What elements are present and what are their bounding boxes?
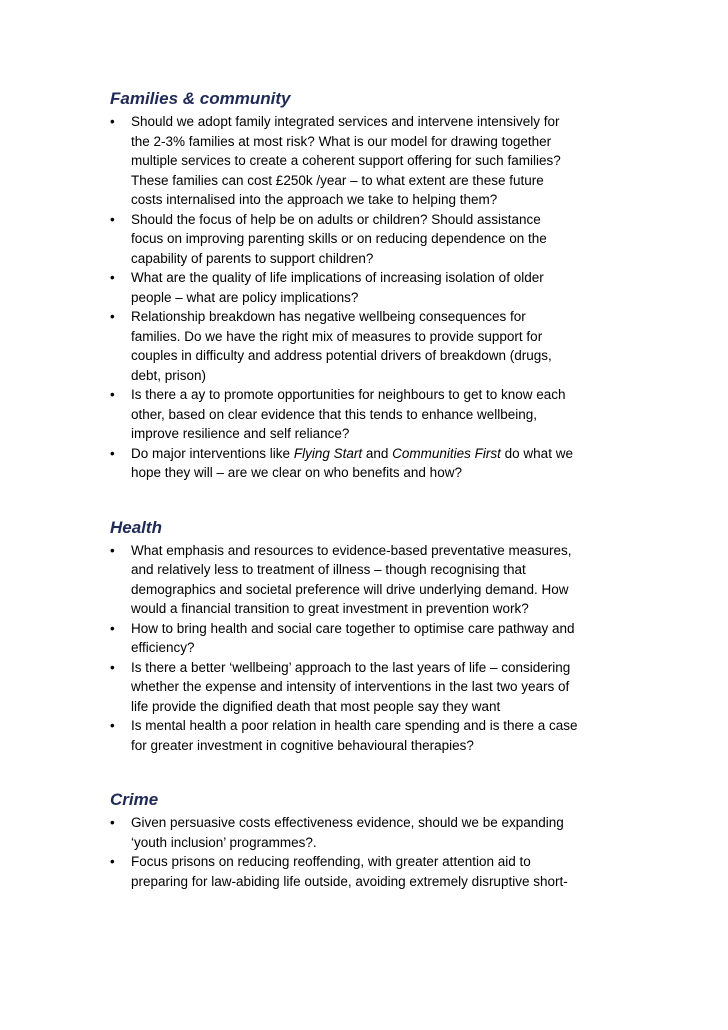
bullet-glyph: •	[110, 309, 115, 324]
item-line: What are the quality of life implications of increasing isolation of older	[131, 270, 544, 285]
bullet-list	[110, 112, 628, 483]
item-line: hope they will – are we clear on who benefits and how?	[131, 465, 462, 480]
programme-name: Flying Start	[293, 445, 363, 461]
bullet-glyph: •	[110, 211, 115, 227]
item-line: costs internalised into the approach we take to helping them?	[131, 192, 498, 207]
bullet-glyph: •	[110, 659, 115, 675]
item-line: and relatively less to treatment of illness – though recognising that	[131, 562, 526, 577]
item-line: Is there a better ‘wellbeing’ approach to the last years of life – considering	[131, 659, 571, 675]
item-line: families. Do we have the right mix of measures to provide support for	[131, 328, 543, 344]
list-item	[110, 385, 628, 444]
item-line: debt, prison)	[131, 367, 207, 383]
list-item	[110, 307, 628, 385]
item-line: focus on improving parenting skills or on reducing dependence on the	[131, 231, 547, 246]
bullet-glyph: •	[110, 542, 115, 558]
section-heading: Crime	[110, 790, 159, 809]
item-line: people – what are policy implications?	[131, 289, 359, 305]
list-item	[110, 813, 628, 852]
item-line: Given persuasive costs effectiveness evidence, should we be expanding	[131, 815, 564, 830]
item-line: These families can cost £250k /year – to what extent are these future	[131, 172, 544, 188]
section-spacer	[110, 755, 628, 789]
bullet-glyph: •	[110, 387, 115, 402]
item-line: preparing for law-abiding life outside, avoiding extremely disruptive short-	[131, 873, 568, 889]
item-line: Is there a ay to promote opportunities for neighbours to get to know each	[131, 387, 566, 402]
item-text: do what we	[500, 445, 573, 461]
section-spacer	[110, 483, 628, 517]
bullet-glyph: •	[110, 854, 115, 869]
item-line: Should we adopt family integrated services and intervene intensively for	[131, 114, 560, 129]
section-heading: Health	[110, 517, 162, 537]
list-item	[110, 541, 628, 619]
item-line: capability of parents to support children?	[131, 250, 374, 266]
item-line: What emphasis and resources to evidence-based preventative measures,	[131, 542, 572, 558]
list-item	[110, 112, 628, 210]
section-families-community	[110, 88, 628, 483]
item-line: couples in difficulty and address potential drivers of breakdown (drugs,	[131, 348, 552, 363]
section-crime	[110, 789, 628, 891]
item-line: life provide the dignified death that most people say they want	[131, 698, 501, 714]
item-line: Should the focus of help be on adults or children? Should assistance	[131, 211, 541, 227]
item-line: whether the expense and intensity of interventions in the last two years of	[131, 679, 570, 694]
item-line: other, based on clear evidence that this tends to enhance wellbeing,	[131, 406, 538, 422]
bullet-glyph: •	[110, 620, 115, 636]
list-item	[110, 852, 628, 891]
bullet-glyph: •	[110, 718, 115, 733]
item-line: the 2-3% families at most risk? What is our model for drawing together	[131, 133, 552, 149]
item-line: demographics and societal preference will drive underlying demand. How	[131, 581, 569, 597]
item-line: ‘youth inclusion’ programmes?.	[131, 834, 317, 850]
list-item	[110, 210, 628, 269]
item-line: multiple services to create a coherent support offering for such families?	[131, 153, 561, 168]
item-line: efficiency?	[131, 640, 195, 655]
item-line: improve resilience and self reliance?	[131, 426, 350, 441]
item-line: Relationship breakdown has negative wellbeing consequences for	[131, 309, 526, 324]
item-line: How to bring health and social care together to optimise care pathway and	[131, 620, 575, 636]
list-item	[110, 658, 628, 717]
section-heading: Families & community	[110, 89, 291, 108]
bullet-list	[110, 813, 628, 891]
list-item	[110, 619, 628, 658]
bullet-list	[110, 541, 628, 756]
section-health	[110, 517, 628, 756]
bullet-glyph: •	[110, 815, 115, 830]
list-item	[110, 444, 628, 483]
item-text: Do major interventions like	[131, 445, 294, 461]
programme-name: Communities First	[392, 445, 501, 461]
bullet-glyph: •	[110, 270, 115, 285]
item-line: would a financial transition to great investment in prevention work?	[131, 601, 529, 616]
item-line: Is mental health a poor relation in health care spending and is there a case	[131, 718, 578, 733]
item-line: for greater investment in cognitive behavioural therapies?	[131, 737, 474, 753]
list-item	[110, 716, 628, 755]
item-line: Focus prisons on reducing reoffending, with greater attention aid to	[131, 854, 531, 869]
item-text: and	[362, 445, 393, 461]
bullet-glyph: •	[110, 445, 115, 461]
list-item	[110, 268, 628, 307]
bullet-glyph: •	[110, 114, 115, 129]
